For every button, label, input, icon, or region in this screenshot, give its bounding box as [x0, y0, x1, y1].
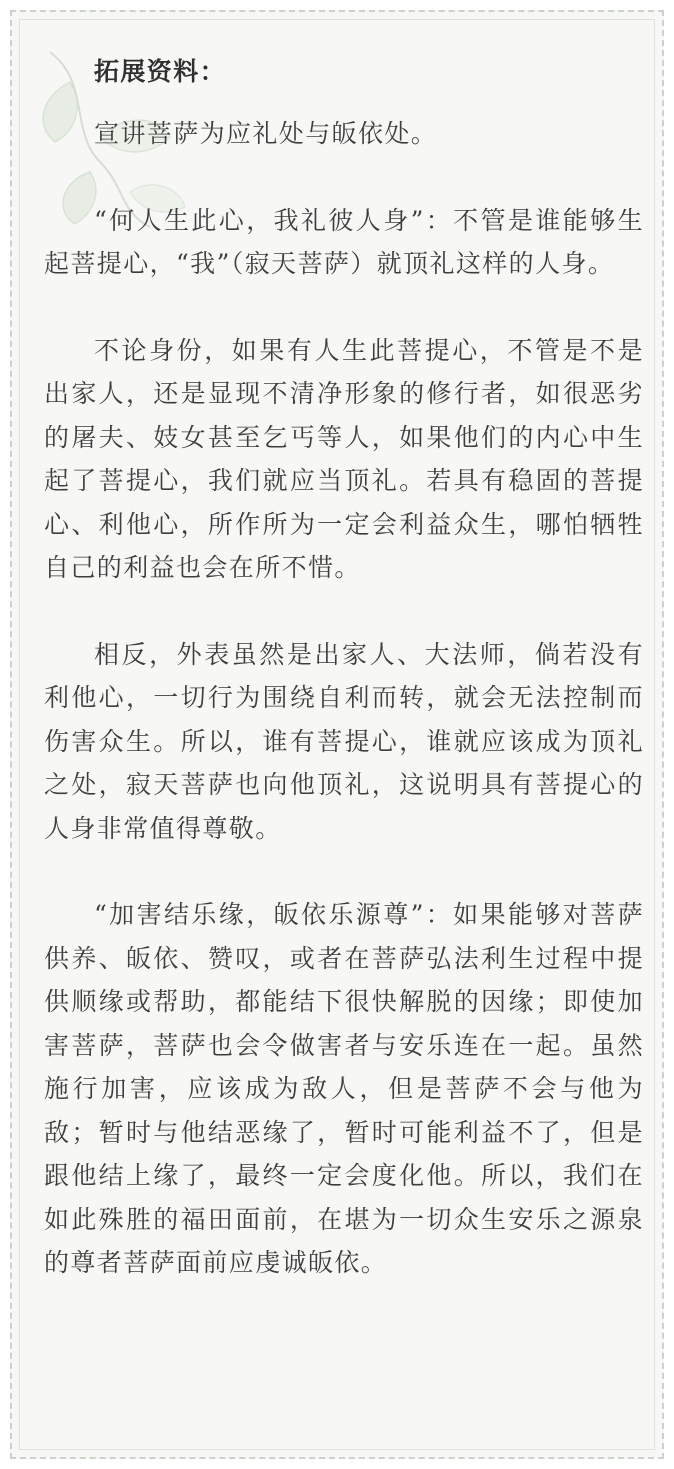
paragraph-3: 不论身份，如果有人生此菩提心，不管是不是出家人，还是显现不清净形象的修行者，如很恶劣的屠夫、妓女甚至乞丐等人，如果他们的内心中生起了菩提心，我们就应当顶礼。若具有稳固的菩提心、利他心，所作所为一定会利益众生，哪怕牺牲自己的利益也会在所不惜。	[44, 335, 644, 582]
paragraph-2: “何人生此心，我礼彼人身”：不管是谁能够生起菩提心，“我”（寂天菩萨）就顶礼这样的人身。	[44, 205, 644, 278]
section-heading: 拓展资料：	[94, 57, 227, 86]
article-card	[10, 10, 664, 1459]
paragraph-4: 相反，外表虽然是出家人、大法师，倘若没有利他心，一切行为围绕自利而转，就会无法控制而伤害众生。所以，谁有菩提心，谁就应该成为顶礼之处，寂天菩萨也向他顶礼，这说明具有菩提心的人身非常值得尊敬。	[44, 639, 644, 843]
paragraph-5: “加害结乐缘，皈依乐源尊”：如果能够对菩萨供养、皈依、赞叹，或者在菩萨弘法利生过程中提供顺缘或帮助，都能结下很快解脱的因缘；即使加害菩萨，菩萨也会令做害者与安乐连在一起。虽然施行加害，应该成为敌人，但是菩萨不会与他为敌；暂时与他结恶缘了，暂时可能利益不了，但是跟他结上缘了，最终一定会度化他。所以，我们在如此殊胜的福田面前，在堪为一切众生安乐之源泉的尊者菩萨面前应虔诚皈依。	[44, 900, 644, 1277]
article-content	[44, 50, 644, 1285]
paragraph-1: 宣讲菩萨为应礼处与皈依处。	[94, 119, 438, 148]
